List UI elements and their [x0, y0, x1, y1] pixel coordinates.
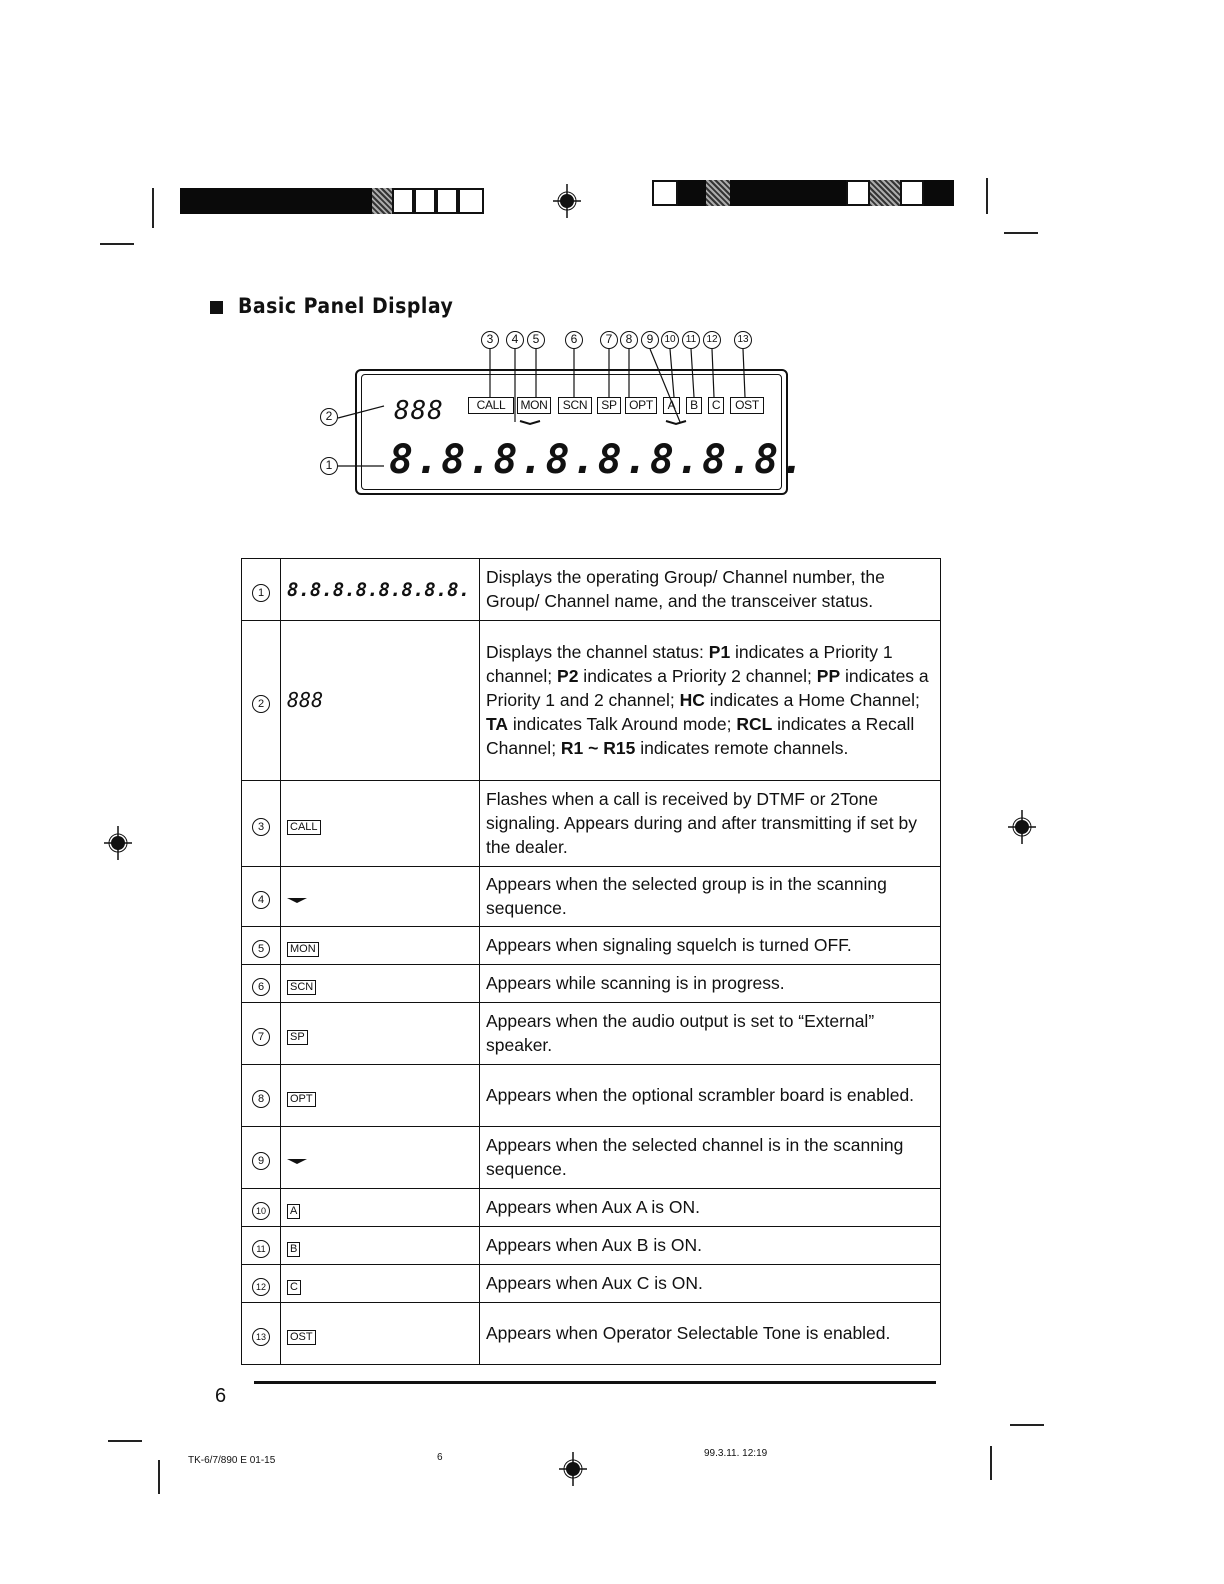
row-icon-sp: SP [287, 1030, 308, 1045]
row-number: 5 [252, 940, 270, 958]
row-number: 10 [252, 1202, 270, 1220]
row-number: 9 [252, 1152, 270, 1170]
row-icon-mon: MON [287, 942, 319, 957]
row-description: Appears when the optional scrambler board is enabled. [480, 1065, 941, 1127]
row-number: 4 [252, 891, 270, 909]
callout-number: 4 [506, 331, 524, 349]
callout-number: 10 [661, 331, 679, 349]
callout-number: 2 [320, 408, 338, 426]
row-icon-aux-c: C [287, 1280, 301, 1295]
lcd-fourteen-segment-digits: 8.8.8.8.8.8.8.8. [389, 437, 807, 483]
row-icon-aux-b: B [287, 1242, 300, 1257]
row-description: Flashes when a call is received by DTMF or 2Tone signaling. Appears during and after transmitting if set by the dealer. [480, 781, 941, 867]
row-description: Displays the channel status: P1 indicates a Priority 1 channel; P2 indicates a Priority 2 channel; PP indicates a Priority 1 and 2 channel; HC indicates a Home Channel; TA indicates Talk Around mode; RCL indicates a Recall Channel; R1 ~ R15 indicates remote channels. [480, 621, 941, 781]
lcd-indicator-mon: MON [517, 397, 551, 414]
row-icon-fourteen-segment: 8.8.8.8.8.8.8.8. [287, 578, 471, 601]
callout-number: 9 [641, 331, 659, 349]
row-description: Displays the operating Group/ Channel number, the Group/ Channel name, and the transceiver status. [480, 559, 941, 621]
row-number: 7 [252, 1028, 270, 1046]
lcd-indicator-b: B [686, 397, 702, 414]
callout-number: 5 [527, 331, 545, 349]
lcd-indicator-scn: SCN [558, 397, 592, 414]
row-description: Appears when Aux C is ON. [480, 1265, 941, 1303]
row-number: 2 [252, 695, 270, 713]
table-row [242, 1003, 941, 1065]
footer-timestamp: 99.3.11. 12:19 [704, 1448, 768, 1459]
lcd-indicator-call: CALL [468, 397, 514, 414]
table-row [242, 965, 941, 1003]
row-description: Appears when Aux A is ON. [480, 1189, 941, 1227]
footer-page: 6 [437, 1452, 443, 1463]
bottom-rule [254, 1381, 936, 1384]
callout-number: 8 [620, 331, 638, 349]
section-title: Basic Panel Display [238, 294, 454, 318]
row-number: 13 [252, 1328, 270, 1346]
callout-number: 13 [734, 331, 752, 349]
callout-number: 1 [320, 457, 338, 475]
table-row [242, 1265, 941, 1303]
footer-doc-code: TK-6/7/890 E 01-15 [188, 1455, 276, 1466]
lcd-indicator-a: A [663, 397, 680, 414]
row-icon-ost: OST [287, 1330, 316, 1345]
registration-crosshair-icon [104, 826, 132, 860]
row-number: 8 [252, 1090, 270, 1108]
row-number: 6 [252, 978, 270, 996]
table-row [242, 867, 941, 927]
callout-number: 3 [481, 331, 499, 349]
row-description: Appears when the selected channel is in the scanning sequence. [480, 1127, 941, 1189]
registration-crosshair-icon [553, 184, 581, 218]
row-description: Appears when Operator Selectable Tone is enabled. [480, 1303, 941, 1365]
row-description: Appears when signaling squelch is turned OFF. [480, 927, 941, 965]
registration-crosshair-icon [1008, 810, 1036, 844]
row-icon-opt: OPT [287, 1092, 316, 1107]
row-icon-seven-segment: 888 [287, 688, 324, 712]
callout-number: 11 [682, 331, 700, 349]
lcd-indicator-opt: OPT [625, 397, 657, 414]
registration-crosshair-icon [559, 1452, 587, 1486]
row-icon-aux-a: A [287, 1204, 300, 1219]
table-row [242, 1189, 941, 1227]
row-number: 11 [252, 1240, 270, 1258]
callout-number: 7 [600, 331, 618, 349]
row-number: 3 [252, 818, 270, 836]
callout-number: 12 [703, 331, 721, 349]
table-row [242, 559, 941, 621]
display-description-table [241, 558, 941, 1365]
table-row [242, 1227, 941, 1265]
table-row [242, 1065, 941, 1127]
table-row [242, 781, 941, 867]
lcd-indicator-c: C [708, 397, 724, 414]
row-icon-call: CALL [287, 820, 321, 835]
callout-number: 6 [565, 331, 583, 349]
title-bullet-icon [210, 301, 223, 314]
row-number: 1 [252, 584, 270, 602]
row-description: Appears while scanning is in progress. [480, 965, 941, 1003]
row-number: 12 [252, 1278, 270, 1296]
row-description: Appears when Aux B is ON. [480, 1227, 941, 1265]
table-row [242, 1303, 941, 1365]
lcd-indicator-sp: SP [597, 397, 621, 414]
lcd-seven-segment-digits: 888 [394, 396, 444, 426]
row-icon-scn: SCN [287, 980, 316, 995]
row-description: Appears when the selected group is in the scanning sequence. [480, 867, 941, 927]
table-row [242, 927, 941, 965]
table-row [242, 1127, 941, 1189]
channel-scan-arrow-icon [287, 1159, 307, 1164]
row-description: Appears when the audio output is set to “External” speaker. [480, 1003, 941, 1065]
group-scan-arrow-icon [287, 898, 307, 903]
table-row [242, 621, 941, 781]
lcd-indicator-ost: OST [730, 397, 764, 414]
page-number: 6 [215, 1385, 227, 1407]
